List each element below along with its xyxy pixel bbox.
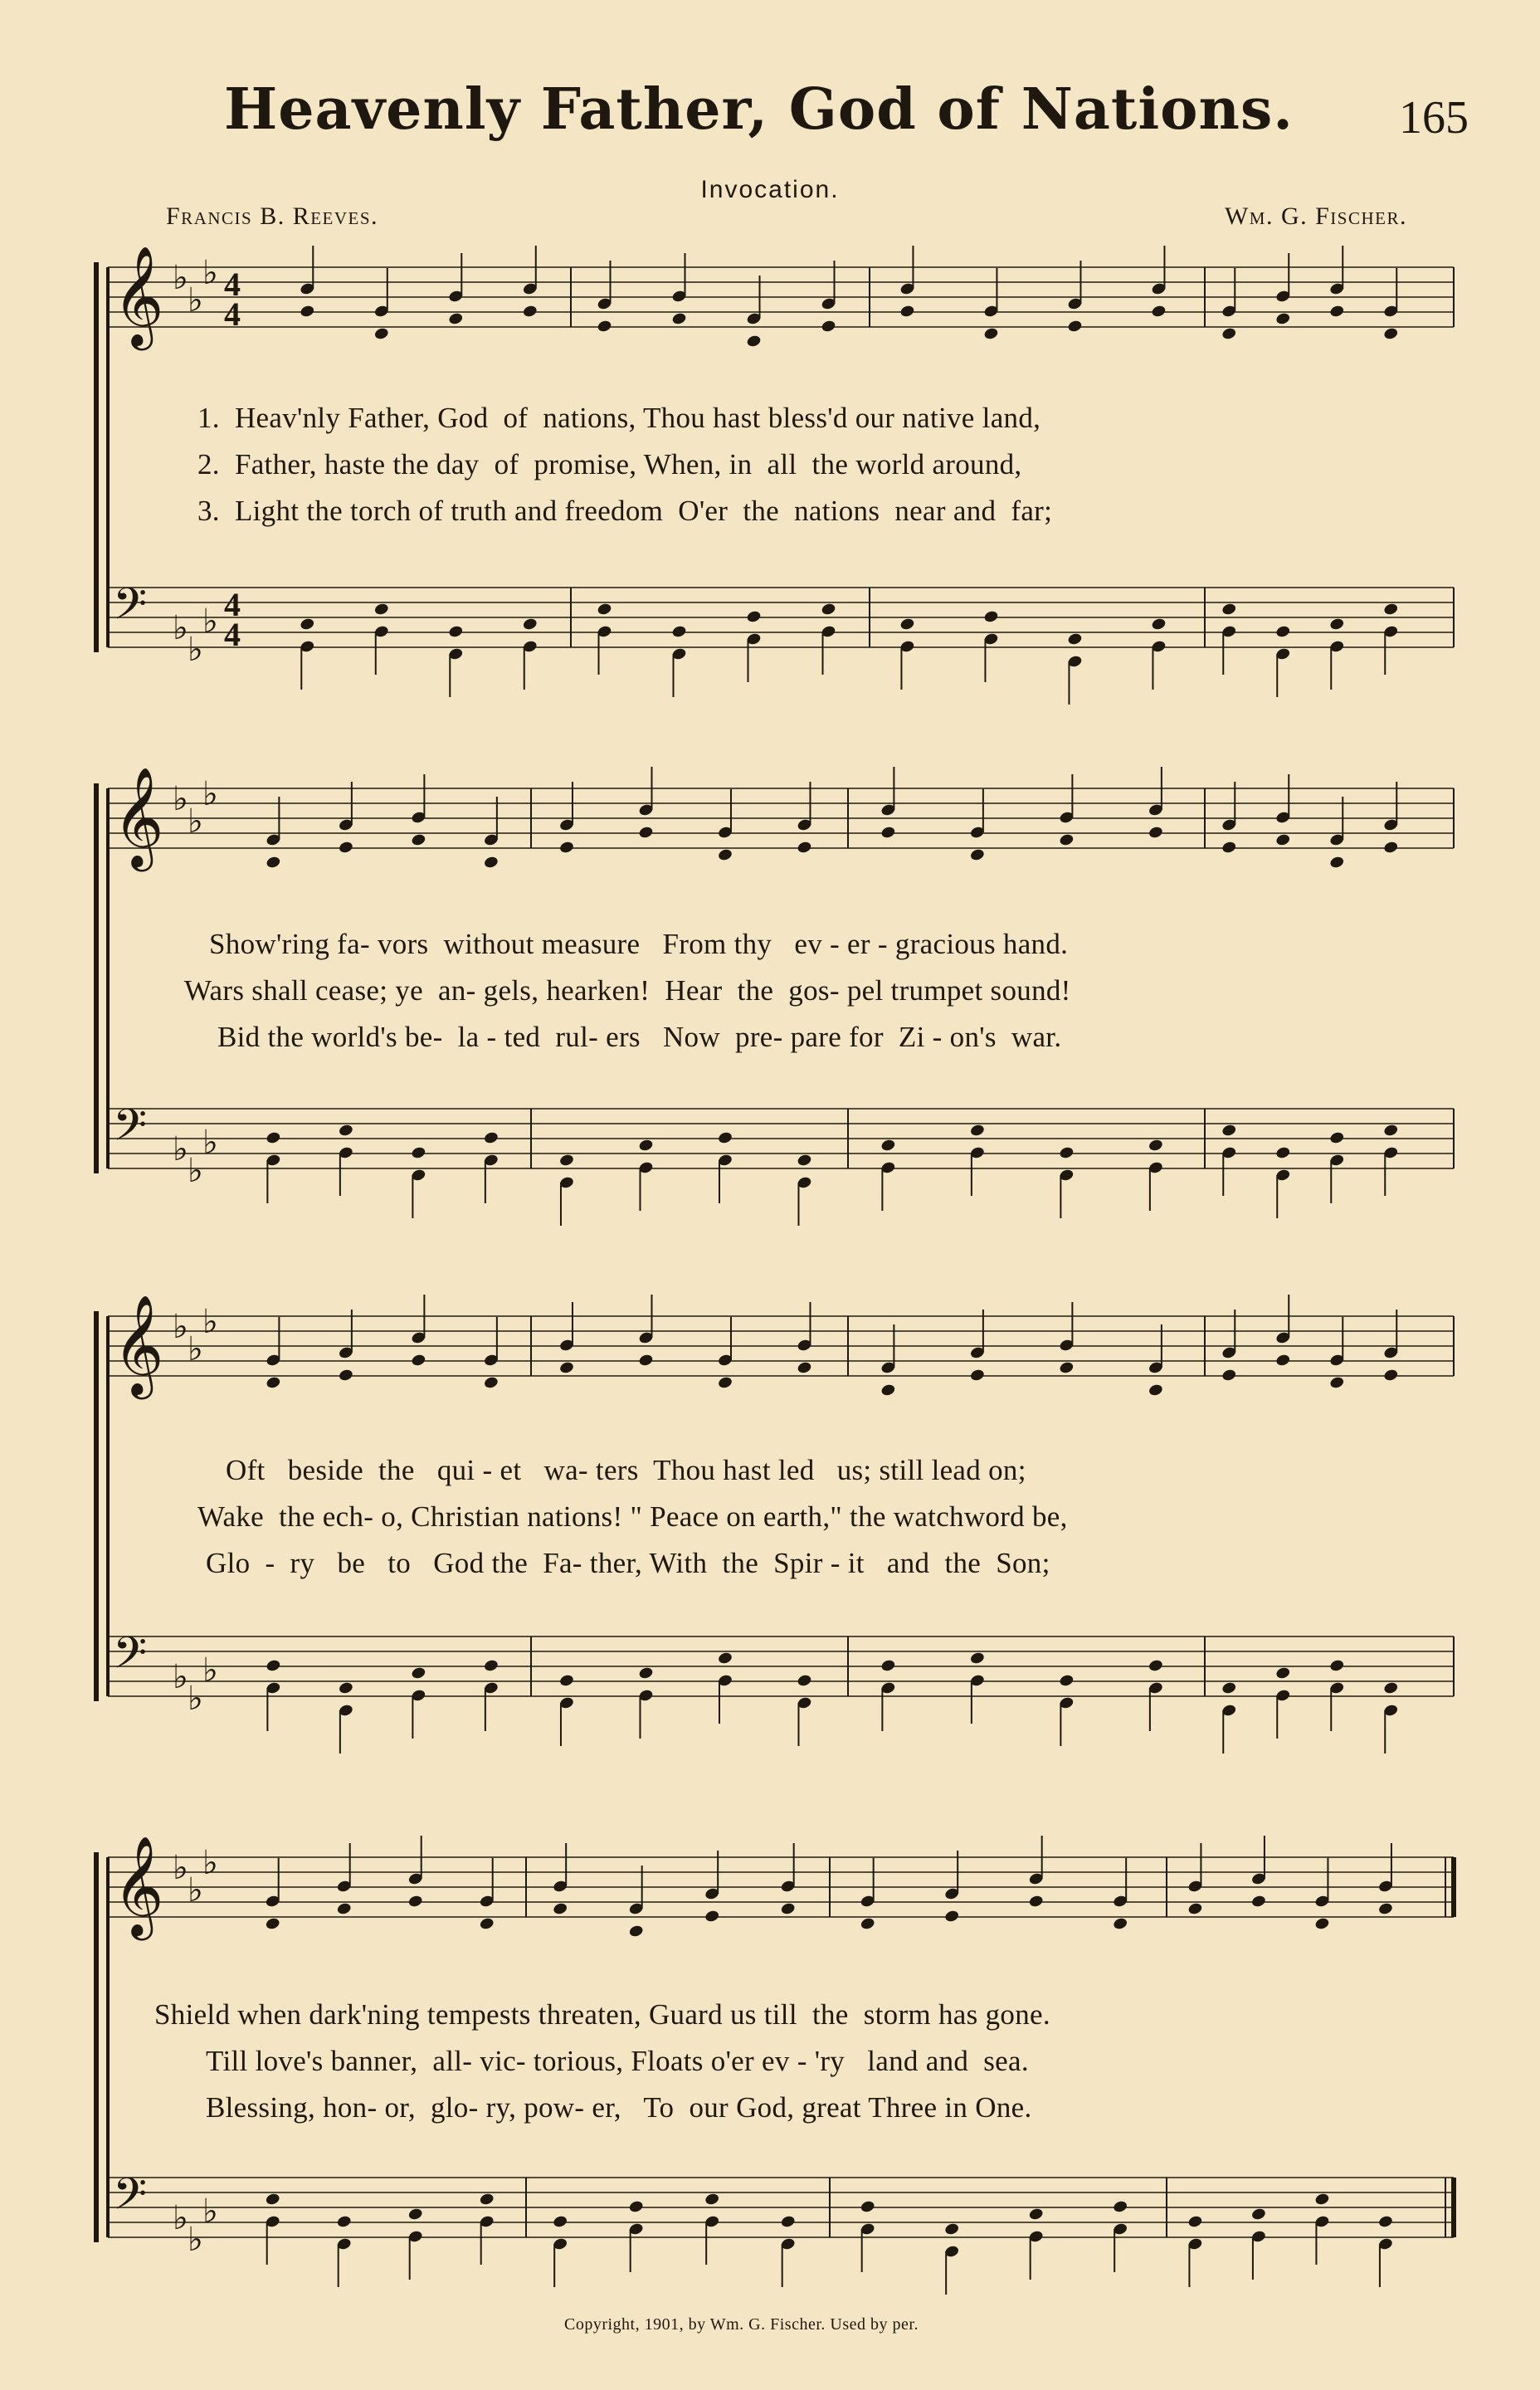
note-head [628,2200,644,2214]
note-head [969,848,985,862]
flat-icon: ♭ [188,2221,203,2259]
note-head [899,617,915,632]
flat-icon: ♭ [188,1871,203,1910]
note-head [1059,1146,1075,1160]
note-head [1059,1361,1075,1375]
note-head [746,334,762,349]
note-head [860,2200,875,2214]
note-head [448,625,464,639]
note-head [1148,1139,1163,1153]
note-head [671,312,687,326]
note-head [1028,1895,1044,1909]
note-head [1148,826,1163,840]
note-head [1383,1368,1399,1383]
treble-clef-icon: 𝄞 [113,1294,164,1395]
note-head [1383,602,1399,617]
note-head [266,1376,281,1390]
note-head [373,602,389,617]
bass-clef-icon: 𝄢 [113,1100,148,1162]
note-head [338,841,353,855]
flat-icon: ♭ [188,281,203,319]
flat-icon: ♭ [173,1130,188,1168]
flat-icon: ♭ [202,254,218,292]
flat-icon: ♭ [188,1152,203,1190]
note-head [860,1917,875,1931]
note-head [522,305,538,319]
note-head [558,1361,574,1375]
note-head [638,1139,654,1153]
note-head [1275,1146,1291,1160]
note-head [373,327,389,341]
flat-icon: ♭ [173,2199,188,2237]
copyright-notice: Copyright, 1901, by Wm. G. Fischer. Used by per. [564,2315,919,2334]
lyric-line-1-3: 3. Light the torch of truth and freedom O'er the nations near and far; [197,495,1053,527]
note-head [338,1681,353,1695]
page-number: 165 [1399,92,1469,144]
composer-credit: Wm. G. Fischer. [1224,202,1407,230]
note-head [558,1154,574,1168]
note-head [266,856,281,870]
note-head [479,1917,495,1931]
flat-icon: ♭ [202,1651,218,1690]
flat-icon: ♭ [202,1303,218,1341]
note-head [1221,841,1237,855]
note-head [797,1154,812,1168]
note-head [1221,1124,1237,1138]
note-head [483,856,499,870]
note-head [1329,617,1345,632]
note-head [1329,1659,1345,1673]
note-head [944,2222,960,2236]
note-head [1059,833,1075,847]
flat-icon: ♭ [188,631,203,669]
lyric-line-2-3: Bid the world's be- la - ted rul- ers Now pre- pare for Zi - on's war. [217,1021,1062,1053]
lyric-line-4-1: Shield when dark'ning tempests threaten, Guard us till the storm has gone. [154,1998,1050,2031]
lyric-line-1-2: 2. Father, haste the day of promise, When, in all the world around, [197,448,1022,480]
note-head [1059,1674,1075,1688]
note-head [1187,1902,1203,1916]
flat-icon: ♭ [188,802,203,841]
note-head [1329,1376,1345,1390]
note-head [671,625,687,639]
note-head [1383,327,1399,341]
note-head [1113,1917,1128,1931]
note-head [1329,1131,1345,1145]
note-head [411,1666,426,1680]
note-head [1148,1383,1163,1397]
note-head [1314,1917,1330,1931]
flat-icon: ♭ [188,1330,203,1368]
note-head [797,841,812,855]
note-head [1151,305,1167,319]
note-head [969,1124,985,1138]
note-head [479,2192,495,2207]
note-head [1329,305,1345,319]
note-head [1250,1895,1266,1909]
note-head [969,1651,985,1666]
note-head [1377,1902,1393,1916]
note-head [1221,602,1237,617]
flat-icon: ♭ [173,259,188,297]
note-head [880,1383,896,1397]
note-head [336,2215,352,2229]
note-head [983,327,999,341]
note-head [338,1368,353,1383]
note-head [338,1124,353,1138]
note-head [411,1146,426,1160]
note-head [821,602,836,617]
note-head [1113,2200,1128,2214]
note-head [553,1902,568,1916]
note-head [407,2207,423,2222]
note-head [746,610,762,624]
lyric-line-3-2: Wake the ech- o, Christian nations! " Peace on earth," the watchword be, [197,1500,1068,1533]
note-head [704,2192,720,2207]
time-signature-bottom: 4 [224,616,241,653]
note-head [944,1910,960,1924]
note-head [336,1902,352,1916]
note-head [300,617,315,632]
note-head [300,305,315,319]
note-head [1377,2215,1393,2229]
note-head [717,848,733,862]
flat-icon: ♭ [173,780,188,818]
note-head [597,602,612,617]
note-head [1275,833,1291,847]
flat-icon: ♭ [173,609,188,647]
note-head [558,841,574,855]
note-head [1275,312,1291,326]
flat-icon: ♭ [173,1658,188,1696]
note-head [1383,841,1399,855]
note-head [797,1674,812,1688]
note-head [1148,1659,1163,1673]
note-head [265,2192,280,2207]
note-head [969,1368,985,1383]
note-head [1275,1354,1291,1368]
note-head [880,1139,896,1153]
note-head [797,1361,812,1375]
note-head [558,1674,574,1688]
note-head [1067,319,1083,334]
flat-icon: ♭ [173,1849,188,1887]
note-head [483,1376,499,1390]
treble-clef-icon: 𝄞 [113,245,164,346]
note-head [717,1651,733,1666]
flat-icon: ♭ [202,2192,218,2231]
note-head [1028,2207,1044,2222]
lyric-line-1-1: 1. Heav'nly Father, God of nations, Thou hast bless'd our native land, [197,402,1041,434]
bass-clef-icon: 𝄢 [113,1628,148,1690]
treble-clef-icon: 𝄞 [113,1835,164,1936]
time-signature-top: 4 [224,586,241,623]
lyric-line-4-3: Blessing, hon- or, glo- ry, pow- er, To our God, great Three in One. [206,2091,1032,2124]
note-head [780,1902,796,1916]
note-head [1151,617,1167,632]
flat-icon: ♭ [202,602,218,641]
lyric-line-3-1: Oft beside the qui - et wa- ters Thou hast led us; still lead on; [226,1454,1026,1486]
note-head [638,1354,654,1368]
note-head [522,617,538,632]
lyric-line-2-1: Show'ring fa- vors without measure From thy ev - er - gracious hand. [209,928,1069,960]
note-head [1221,1681,1237,1695]
bass-clef-icon: 𝄢 [113,2169,148,2231]
note-head [638,1666,654,1680]
lyricist-credit: Francis B. Reeves. [166,202,379,230]
note-head [265,1917,280,1931]
note-head [704,1910,720,1924]
note-head [983,610,999,624]
note-head [880,1659,896,1673]
note-head [717,1131,733,1145]
note-head [1383,1681,1399,1695]
note-head [1221,1368,1237,1383]
tune-name: Invocation. [700,176,840,203]
bass-clef-icon: 𝄢 [113,579,148,641]
note-head [780,2215,796,2229]
note-head [483,1131,499,1145]
time-signature-top: 4 [224,266,241,303]
note-head [1383,1124,1399,1138]
lyric-line-4-2: Till love's banner, all- vic- torious, Floats o'er ev - 'ry land and sea. [206,2045,1029,2077]
note-head [1187,2215,1203,2229]
note-head [266,1131,281,1145]
note-head [899,305,915,319]
note-head [266,1659,281,1673]
note-head [1250,2207,1266,2222]
note-head [1314,2192,1330,2207]
flat-icon: ♭ [188,1680,203,1718]
note-head [411,1354,426,1368]
note-head [483,1659,499,1673]
note-head [638,826,654,840]
note-head [1221,327,1237,341]
time-signature-bottom: 4 [224,295,241,333]
flat-icon: ♭ [202,1124,218,1162]
note-head [628,1924,644,1939]
hymn-title: Heavenly Father, God of Nations. [224,76,1294,143]
note-head [407,1895,423,1909]
flat-icon: ♭ [202,775,218,813]
note-head [821,319,836,334]
note-head [1329,856,1345,870]
note-head [597,319,612,334]
treble-clef-icon: 𝄞 [113,766,164,867]
note-head [448,312,464,326]
note-head [1067,632,1083,646]
note-head [411,833,426,847]
note-head [717,1376,733,1390]
flat-icon: ♭ [173,1308,188,1346]
note-head [1275,625,1291,639]
flat-icon: ♭ [202,1844,218,1882]
note-head [1275,1666,1291,1680]
lyric-line-2-2: Wars shall cease; ye an- gels, hearken! Hear the gos- pel trumpet sound! [184,974,1071,1007]
note-head [880,826,896,840]
lyric-line-3-3: Glo - ry be to God the Fa- ther, With the Spir - it and the Son; [206,1547,1050,1579]
note-head [553,2215,568,2229]
